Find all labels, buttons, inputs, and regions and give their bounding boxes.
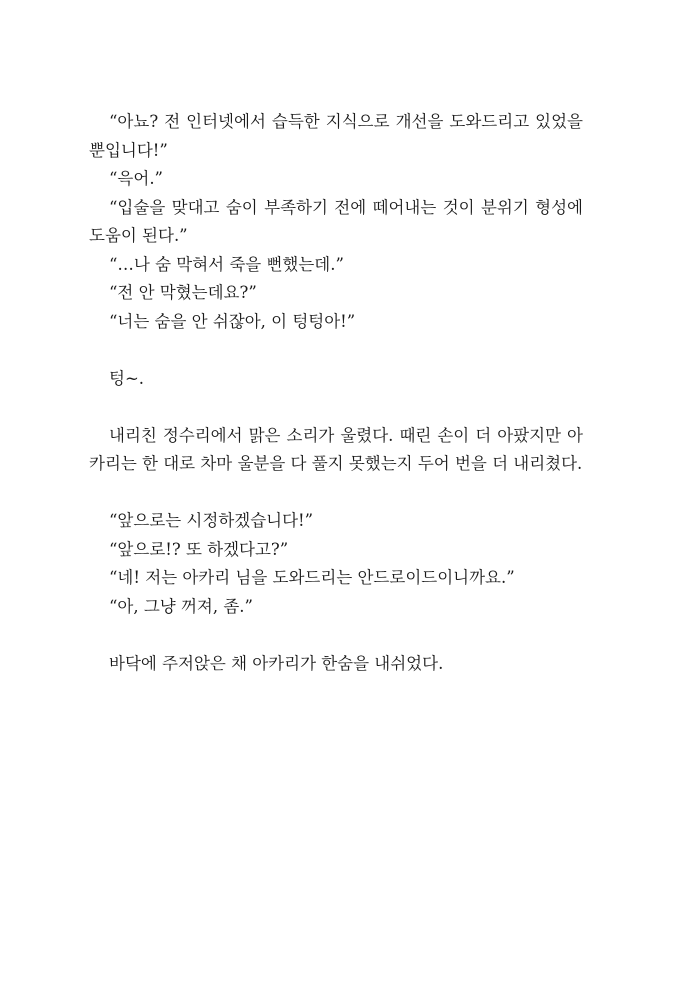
paragraph: “아, 그냥 꺼져, 좀.” [109, 596, 253, 616]
paragraph: “윽어.” [109, 169, 163, 188]
paragraph: 바닥에 주저앉은 채 아카리가 한숨을 내쉬었다. [109, 653, 444, 673]
paragraph: “전 안 막혔는데요?” [109, 283, 257, 302]
paragraph: “앞으로!? 또 하겠다고?” [109, 539, 289, 559]
blank-line [89, 393, 583, 422]
body-text [89, 108, 583, 678]
blank-line [89, 479, 583, 508]
paragraph: “입술을 맞대고 숨이 부족하기 전에 떼어내는 것이 분위기 형성에 도움이 된다.” [89, 197, 583, 245]
blank-line [89, 336, 583, 365]
paragraph: “너는 숨을 안 쉬잖아, 이 텅텅아!” [109, 311, 356, 331]
paragraph: “아뇨? 전 인터넷에서 습득한 지식으로 개선을 도와드리고 있었을 뿐입니다!” [89, 112, 583, 160]
paragraph: 텅~. [109, 368, 145, 388]
paragraph: “앞으로는 시정하겠습니다!” [109, 511, 314, 530]
blank-line [89, 621, 583, 650]
paragraph: “네! 저는 아카리 님을 도와드리는 안드로이드이니까요.” [109, 568, 515, 587]
paragraph: 내리친 정수리에서 맑은 소리가 울렸다. 때린 손이 더 아팠지만 아카리는 한 대로 차마 울분을 다 풀지 못했는지 두어 번을 더 내리쳤다. [89, 425, 583, 473]
paragraph: “…나 숨 막혀서 죽을 뻔했는데.” [109, 254, 344, 274]
